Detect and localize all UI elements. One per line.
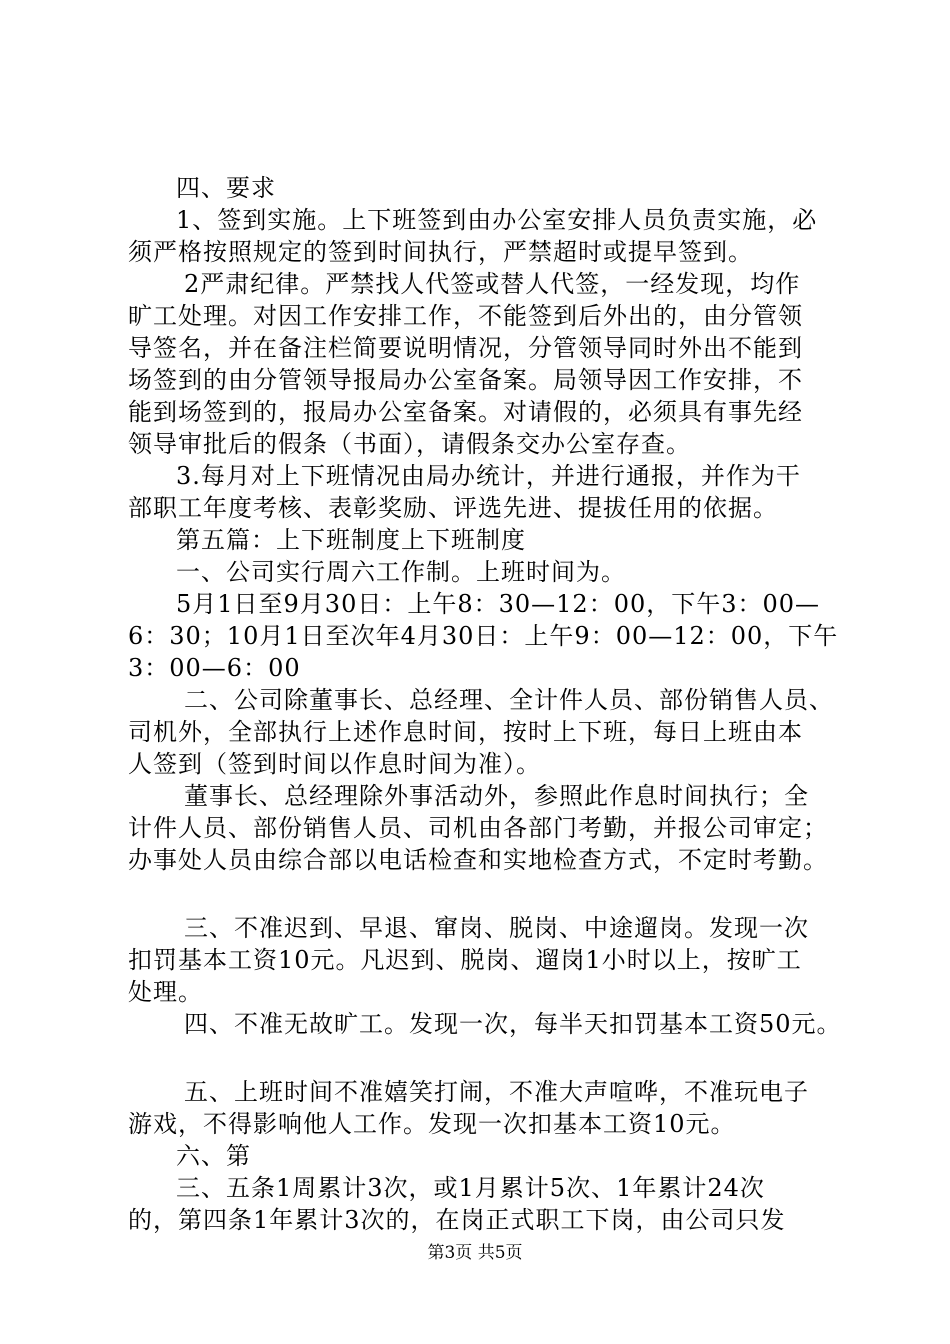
paragraph-1-line-1: 四、要求 — [176, 174, 276, 202]
paragraph-spacer — [128, 876, 848, 912]
paragraph-5-line-1: 第五篇：上下班制度上下班制度 — [176, 526, 526, 554]
paragraph-10-line-2: 扣罚基本工资10元。凡迟到、脱岗、遛岗1小时以上，按旷工 — [128, 946, 802, 974]
paragraph-9-line-2: 计件人员、部份销售人员、司机由各部门考勤，并报公司审定； — [128, 814, 828, 842]
paragraph-4-line-2: 部职工年度考核、表彰奖励、评选先进、提拔任用的依据。 — [128, 494, 778, 522]
paragraph-spacer — [128, 1040, 848, 1076]
paragraph-7-line-1: 5月1日至9月30日：上午8：30—12：00，下午3：00— — [176, 590, 821, 618]
paragraph-8-line-1: 二、公司除董事长、总经理、全计件人员、部份销售人员、 — [184, 686, 834, 714]
paragraph-11-line-1: 四、不准无故旷工。发现一次，每半天扣罚基本工资50元。 — [184, 1010, 842, 1038]
paragraph-10-line-3: 处理。 — [128, 978, 203, 1006]
page-footer: 第3页 共5页 — [427, 1243, 523, 1263]
paragraph-7-line-2: 6：30；10月1日至次年4月30日：上午9：00—12：00，下午 — [128, 622, 839, 650]
paragraph-2-line-2: 须严格按照规定的签到时间执行，严禁超时或提早签到。 — [128, 238, 753, 266]
paragraph-7-line-3: 3：00—6：00 — [128, 654, 301, 682]
document-body — [128, 172, 848, 1236]
paragraph-4-line-1: 3.每月对上下班情况由局办统计，并进行通报，并作为干 — [176, 462, 801, 490]
paragraph-3-line-4: 场签到的由分管领导报局办公室备案。局领导因工作安排，不 — [128, 366, 803, 394]
paragraph-2-line-1: 1、签到实施。上下班签到由办公室安排人员负责实施，必 — [176, 206, 818, 234]
paragraph-8-line-3: 人签到（签到时间以作息时间为准）。 — [128, 750, 541, 778]
paragraph-10-line-1: 三、不准迟到、早退、窜岗、脱岗、中途遛岗。发现一次 — [184, 914, 809, 942]
paragraph-12-line-1: 五、上班时间不准嬉笑打闹，不准大声喧哗，不准玩电子 — [184, 1078, 809, 1106]
paragraph-8-line-2: 司机外，全部执行上述作息时间，按时上下班，每日上班由本 — [128, 718, 803, 746]
paragraph-14-line-1: 三、五条1周累计3次，或1月累计5次、1年累计24次 — [176, 1174, 765, 1202]
paragraph-3-line-6: 领导审批后的假条（书面），请假条交办公室存查。 — [128, 430, 691, 458]
paragraph-9-line-3: 办事处人员由综合部以电话检查和实地检查方式，不定时考勤。 — [128, 846, 828, 874]
paragraph-9-line-1: 董事长、总经理除外事活动外，参照此作息时间执行；全 — [184, 782, 809, 810]
paragraph-3-line-1: 2严肃纪律。严禁找人代签或替人代签，一经发现，均作 — [184, 270, 801, 298]
paragraph-6-line-1: 一、公司实行周六工作制。上班时间为。 — [176, 558, 626, 586]
paragraph-3-line-2: 旷工处理。对因工作安排工作，不能签到后外出的，由分管领 — [128, 302, 803, 330]
paragraph-13-line-1: 六、第 — [176, 1142, 251, 1170]
paragraph-14-line-2: 的，第四条1年累计3次的，在岗正式职工下岗，由公司只发 — [128, 1206, 786, 1234]
paragraph-3-line-5: 能到场签到的，报局办公室备案。对请假的，必须具有事先经 — [128, 398, 803, 426]
paragraph-12-line-2: 游戏，不得影响他人工作。发现一次扣基本工资10元。 — [128, 1110, 736, 1138]
paragraph-3-line-3: 导签名，并在备注栏简要说明情况，分管领导同时外出不能到 — [128, 334, 803, 362]
